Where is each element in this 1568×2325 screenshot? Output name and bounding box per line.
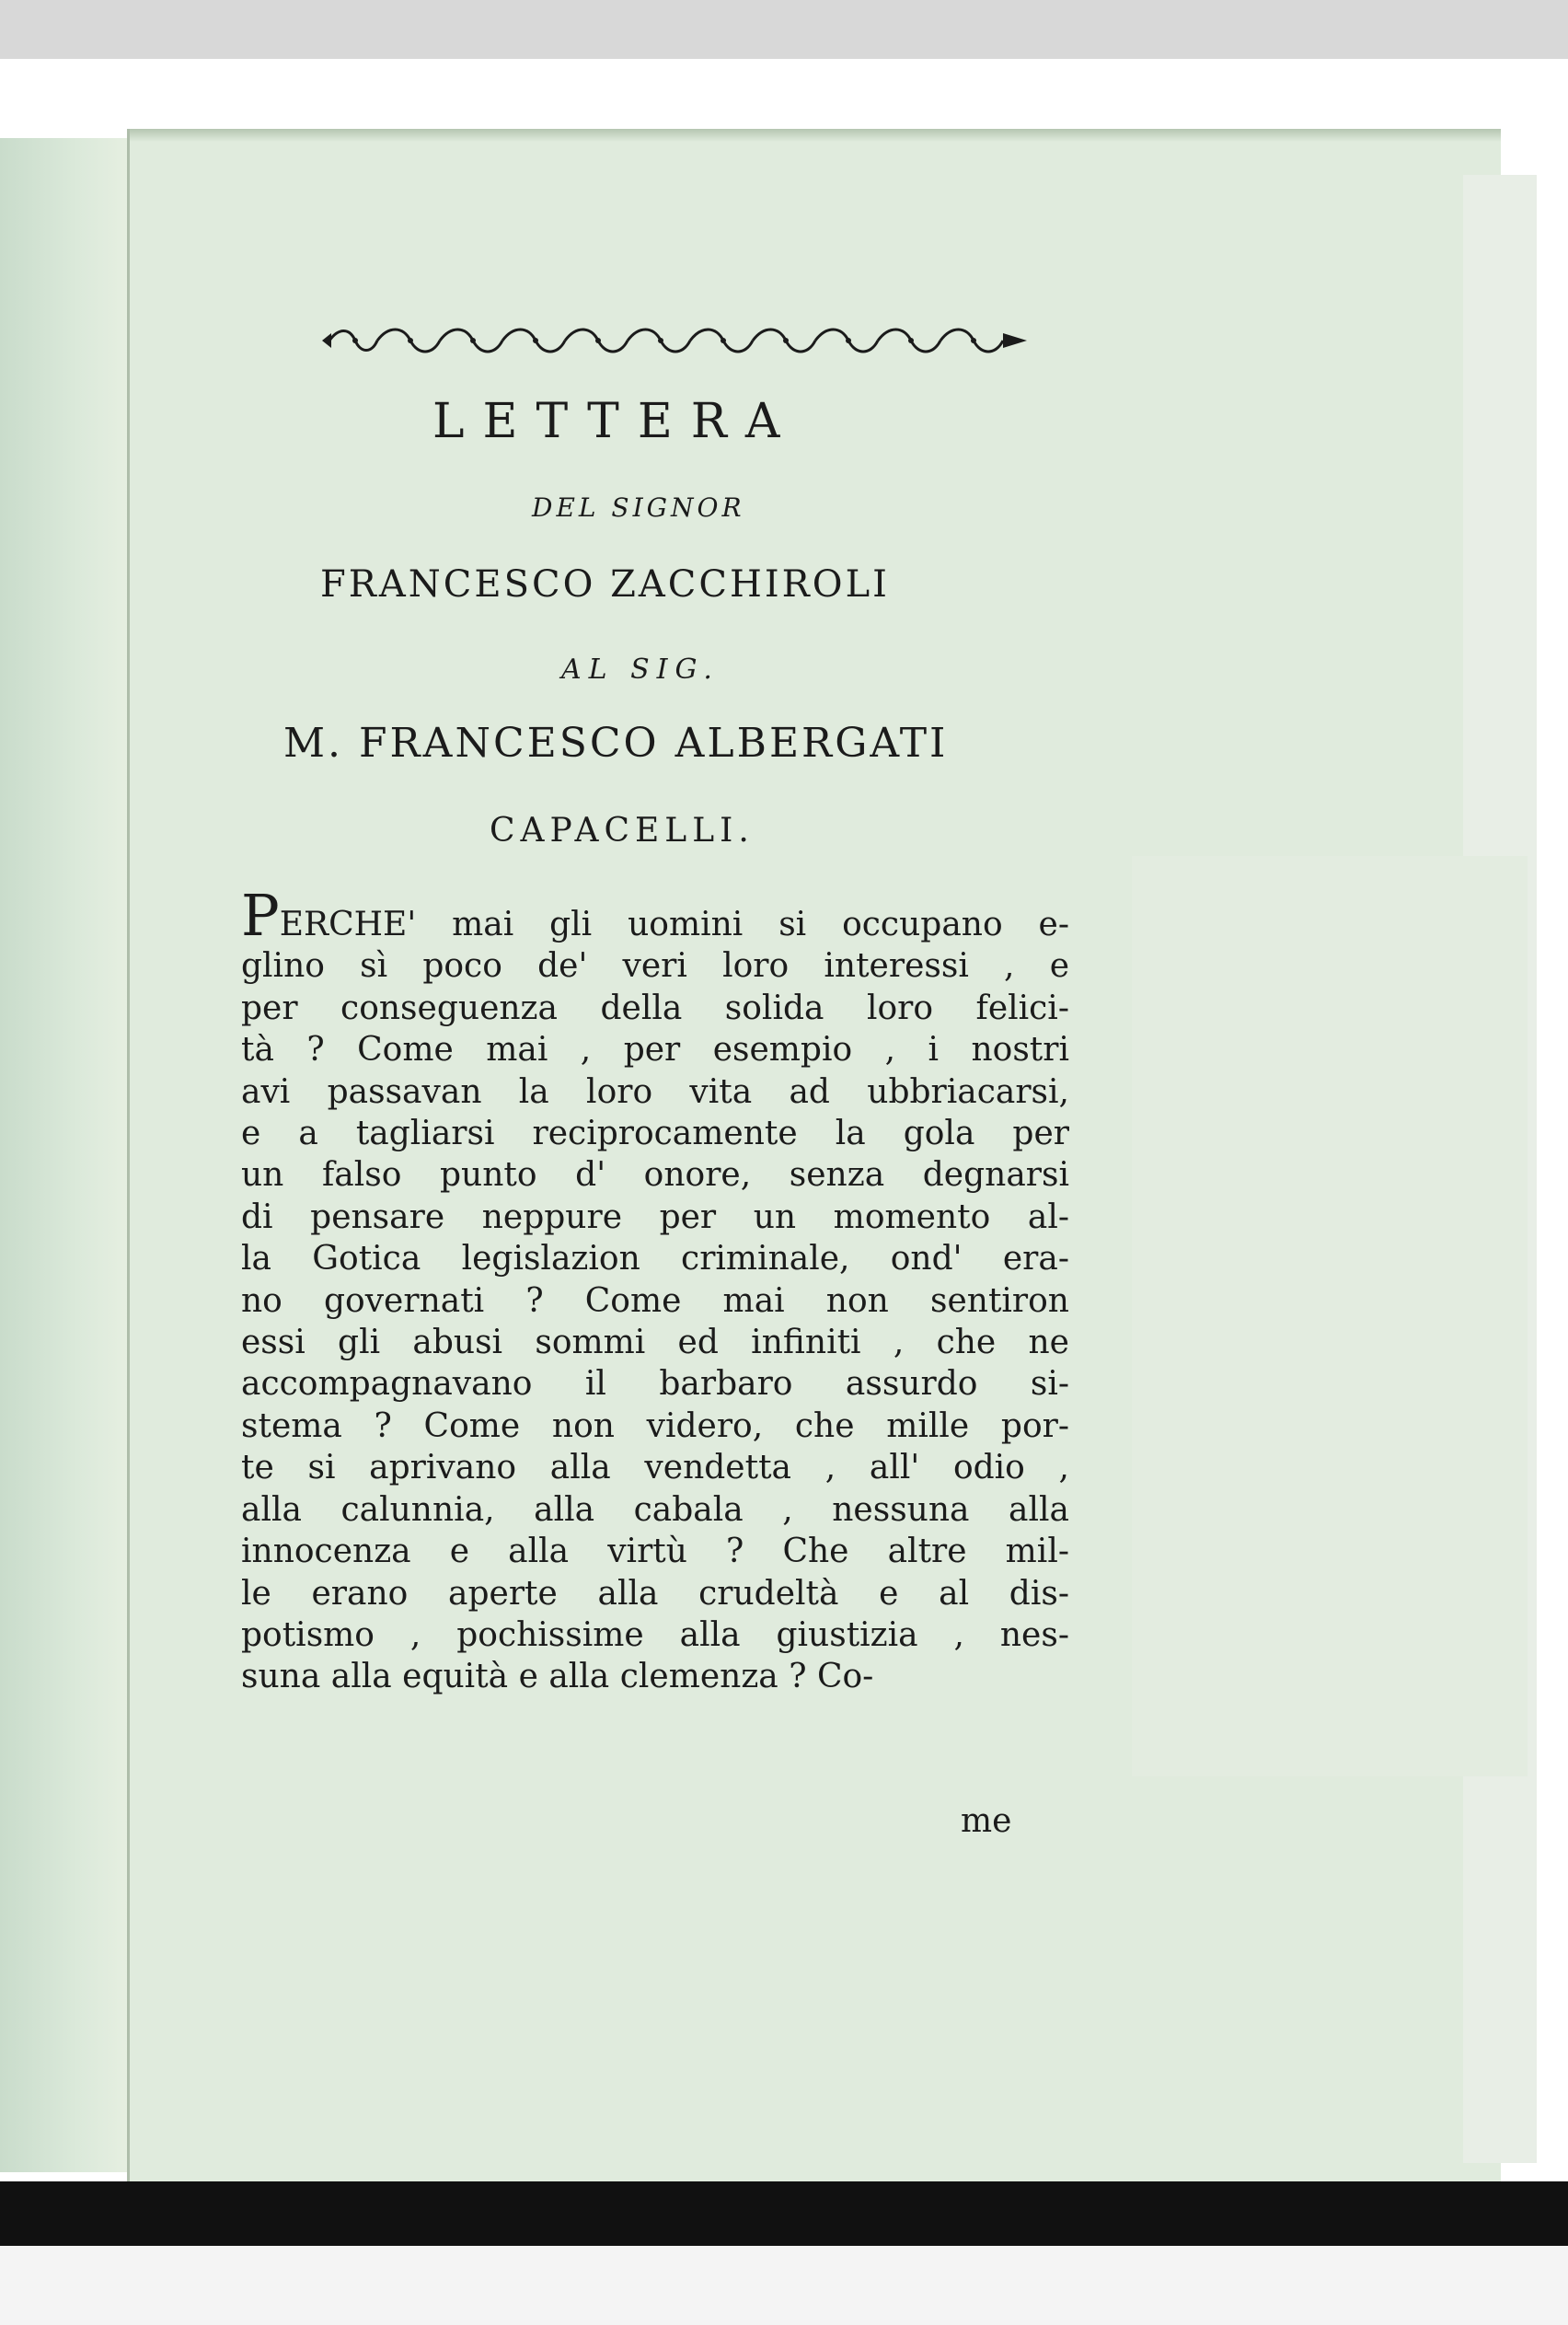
- recipient-surname: CAPACELLI.: [490, 812, 755, 850]
- text-line: di pensare neppure per un momento al-: [241, 1197, 1069, 1236]
- scan-bottom-margin: [0, 2246, 1568, 2325]
- text-line: avi passavan la loro vita ad ubbriacarsi,: [241, 1072, 1069, 1111]
- scan-bottom-edge: [0, 2181, 1568, 2246]
- text-line: e a tagliarsi reciprocamente la gola per: [241, 1115, 1069, 1153]
- text-line: suna alla equità e alla clemenza ? Co-: [241, 1658, 874, 1696]
- text-line: innocenza e alla virtù ? Che altre mil-: [241, 1533, 1069, 1571]
- text-line: [241, 882, 1069, 949]
- text-line: potismo , pochissime alla giustizia , nes-: [241, 1615, 1069, 1654]
- body-text: [241, 882, 1069, 1698]
- letter-title: LETTERA: [432, 394, 799, 449]
- text-line: no governati ? Come mai non sentiron: [241, 1281, 1069, 1320]
- text-line: per conseguenza della solida loro felici-: [241, 989, 1069, 1027]
- text-line: essi gli abusi sommi ed infiniti , che ne: [241, 1324, 1069, 1362]
- text-line: stema ? Come non videro, che mille por-: [241, 1406, 1069, 1445]
- recipient-name: M. FRANCESCO ALBERGATI: [283, 720, 949, 767]
- text-line: te si aprivano alla vendetta , all' odio ,: [241, 1449, 1069, 1487]
- text-line-content: ERCHE' mai gli uomini si occupano e-: [279, 906, 1069, 943]
- drop-cap: P: [241, 882, 280, 949]
- text-line: un falso punto d' onore, senza degnarsi: [241, 1156, 1069, 1195]
- scan-top-margin: [0, 0, 1568, 59]
- left-page-edge: [0, 138, 131, 2172]
- text-line: la Gotica legislazion criminale, ond' era-: [241, 1240, 1069, 1278]
- author-name: FRANCESCO ZACCHIROLI: [320, 563, 890, 606]
- right-page-patch: [1132, 856, 1528, 1776]
- text-line: tà ? Come mai , per esempio , i nostri: [241, 1031, 1069, 1070]
- text-line: accompagnavano il barbaro assurdo si-: [241, 1365, 1069, 1404]
- catchword: me: [961, 1802, 1012, 1840]
- addressee-prefix: AL SIG.: [561, 654, 720, 686]
- text-line: glino sì poco de' veri loro interessi , e: [241, 947, 1069, 986]
- text-line: alla calunnia, alla cabala , nessuna alla: [241, 1490, 1069, 1529]
- text-line: le erano aperte alla crudeltà e al dis-: [241, 1574, 1069, 1613]
- ornament-band: [322, 324, 1031, 357]
- letter-subtitle: DEL SIGNOR: [532, 492, 745, 523]
